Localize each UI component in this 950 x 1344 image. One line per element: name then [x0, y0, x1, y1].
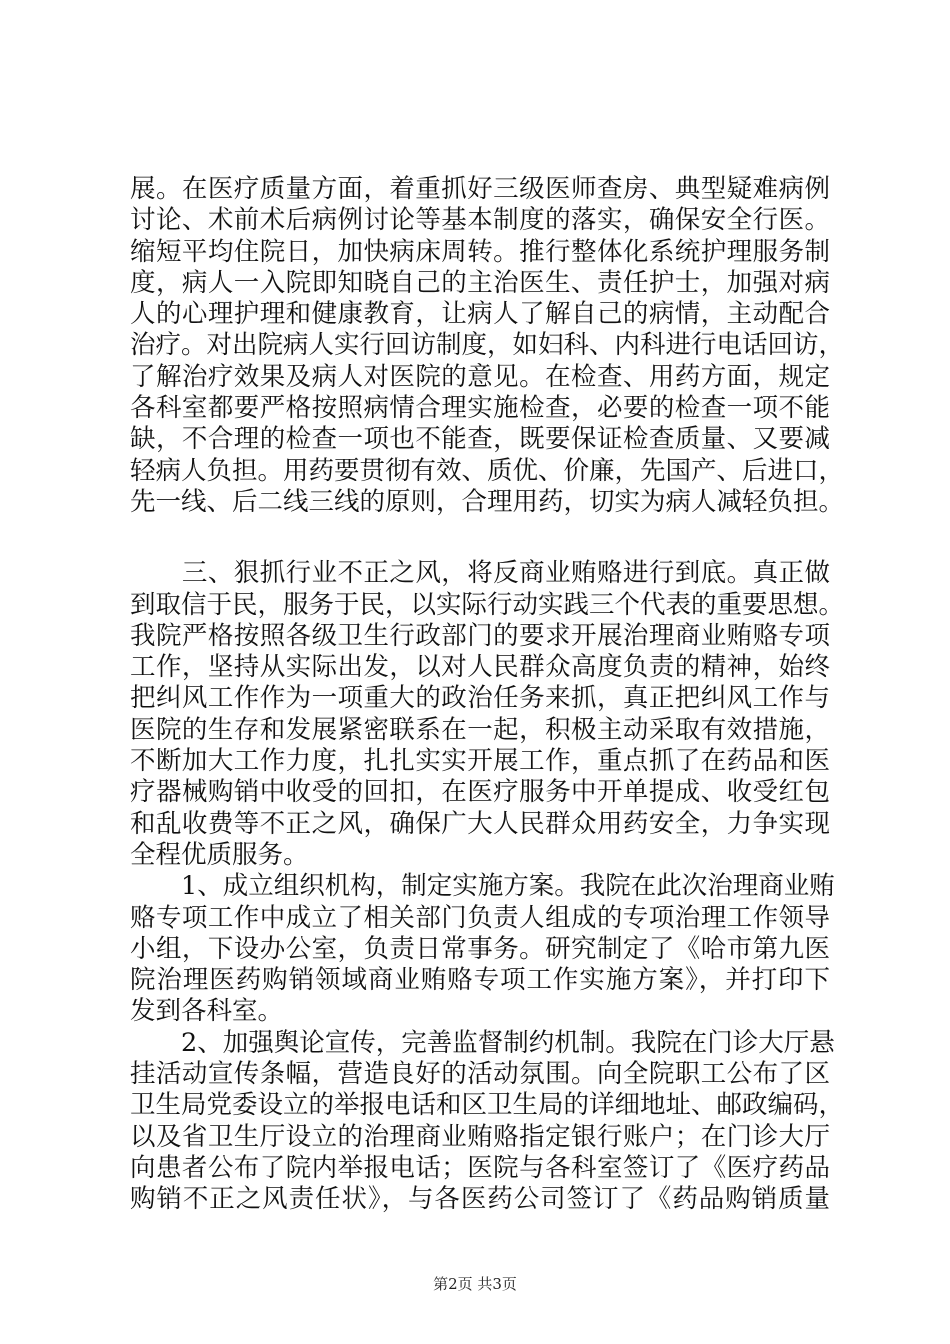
- text-line: 轻病人负担。用药要贯彻有效、质优、价廉，先国产、后进口，: [130, 455, 845, 486]
- text-line: 医院的生存和发展紧密联系在一起，积极主动采取有效措施，: [130, 714, 830, 745]
- text-line: 我院严格按照各级卫生行政部门的要求开展治理商业贿赂专项: [130, 620, 830, 651]
- text-line: 治疗。对出院病人实行回访制度，如妇科、内科进行电话回访，: [130, 330, 845, 361]
- body-text: [130, 174, 845, 1216]
- paragraph-gap: [130, 518, 830, 558]
- text-line: 把纠风工作作为一项重大的政治任务来抓，真正把纠风工作与: [130, 683, 830, 714]
- text-line: 了解治疗效果及病人对医院的意见。在检查、用药方面，规定: [130, 361, 830, 392]
- text-line: 三、狠抓行业不正之风，将反商业贿赂进行到底。真正做: [130, 558, 830, 589]
- text-line: 人的心理护理和健康教育，让病人了解自己的病情，主动配合: [130, 299, 830, 330]
- text-line: 各科室都要严格按照病情合理实施检查，必要的检查一项不能: [130, 393, 830, 424]
- text-line: 到取信于民，服务于民，以实际行动实践三个代表的重要思想。: [130, 589, 845, 620]
- page-number-label: 第2页 共3页: [433, 1275, 517, 1293]
- text-line: 疗器械购销中收受的回扣，在医疗服务中开单提成、收受红包: [130, 777, 830, 808]
- text-line: 讨论、术前术后病例讨论等基本制度的落实，确保安全行医。: [130, 205, 830, 236]
- text-line: 缺，不合理的检查一项也不能查，既要保证检查质量、又要减: [130, 424, 830, 455]
- text-line: 小组，下设办公室，负责日常事务。研究制定了《哈市第九医: [130, 933, 830, 964]
- text-line: 以及省卫生厅设立的治理商业贿赂指定银行账户；在门诊大厅: [130, 1121, 830, 1152]
- text-line: 挂活动宣传条幅，营造良好的活动氛围。向全院职工公布了区: [130, 1059, 830, 1090]
- text-line: 赂专项工作中成立了相关部门负责人组成的专项治理工作领导: [130, 902, 830, 933]
- text-line: 工作，坚持从实际出发，以对人民群众高度负责的精神，始终: [130, 652, 830, 683]
- text-line: 发到各科室。: [130, 996, 284, 1027]
- text-line: 展。在医疗质量方面，着重抓好三级医师查房、典型疑难病例: [130, 174, 830, 204]
- text-line: 度，病人一入院即知晓自己的主治医生、责任护士，加强对病: [130, 267, 830, 298]
- paragraph-4: [130, 1027, 845, 1216]
- text-line: 全程优质服务。: [130, 839, 309, 870]
- text-line: 先一线、后二线三线的原则，合理用药，切实为病人减轻负担。: [130, 486, 845, 517]
- text-line: 院治理医药购销领域商业贿赂专项工作实施方案》，并打印下: [130, 965, 830, 996]
- text-line: 缩短平均住院日，加快病床周转。推行整体化系统护理服务制: [130, 236, 830, 267]
- text-line: 1、成立组织机构，制定实施方案。我院在此次治理商业贿: [130, 871, 835, 902]
- text-line: 购销不正之风责任状》，与各医药公司签订了《药品购销质量: [130, 1184, 830, 1215]
- text-line: 向患者公布了院内举报电话；医院与各科室签订了《医疗药品: [130, 1152, 830, 1183]
- paragraph-1: [130, 174, 845, 518]
- text-line: 卫生局党委设立的举报电话和区卫生局的详细地址、邮政编码，: [130, 1090, 845, 1121]
- paragraph-3: [130, 871, 835, 1027]
- text-line: 2、加强舆论宣传，完善监督制约机制。我院在门诊大厅悬: [130, 1027, 835, 1058]
- text-line: 不断加大工作力度，扎扎实实开展工作，重点抓了在药品和医: [130, 746, 830, 777]
- text-line: 和乱收费等不正之风，确保广大人民群众用药安全，力争实现: [130, 808, 830, 839]
- page-footer: [0, 1274, 950, 1294]
- paragraph-2: [130, 558, 845, 871]
